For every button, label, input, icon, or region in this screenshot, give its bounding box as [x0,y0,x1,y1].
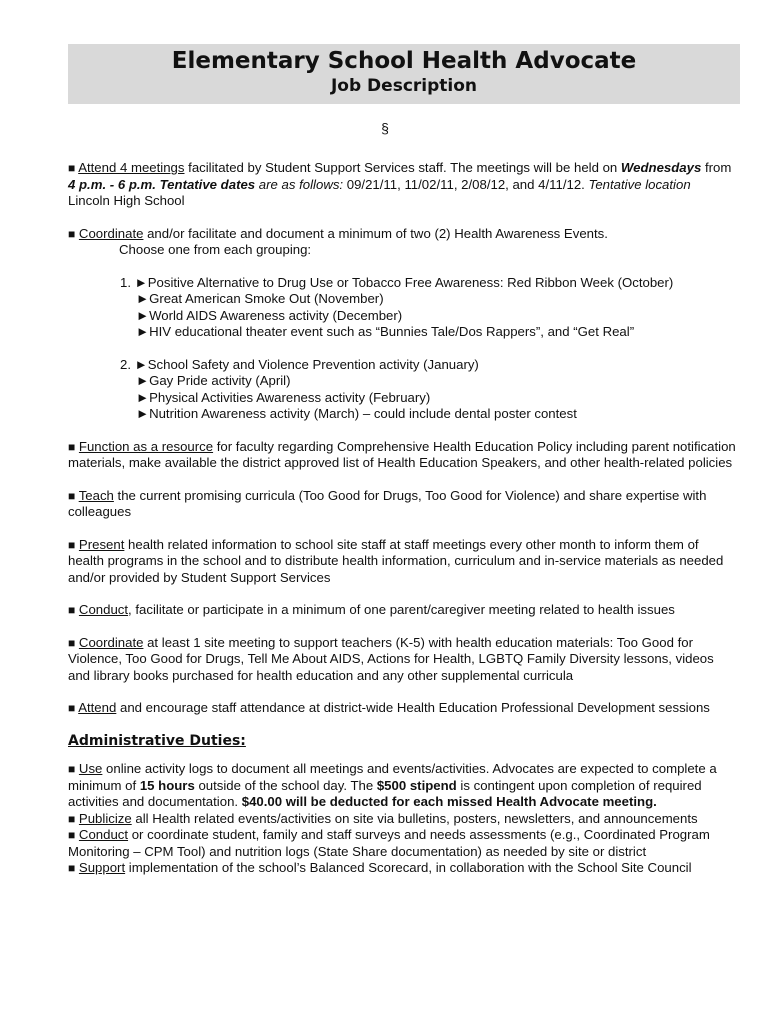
list-item: 2. ►School Safety and Violence Prevention activity (January) [120,356,479,372]
duty-verb: Teach [78,487,114,503]
bullet-square-icon: ■ [68,603,76,617]
bullet-square-icon: ■ [68,762,76,776]
list-item: ►Great American Smoke Out (November) [136,291,384,306]
list-item: ►Physical Activities Awareness activity (February) [136,389,431,405]
event-group-2 [68,357,736,423]
arrow-right-icon: ► [136,373,150,388]
duty-verb: Use [78,761,103,776]
duty-verb: Attend 4 meetings [78,160,185,175]
bullet-square-icon: ■ [68,226,76,241]
arrow-right-icon: ► [136,307,150,323]
bullet-square-icon: ■ [68,861,76,875]
duty-verb: Conduct [78,602,129,617]
duty-function-resource: ■ Function as a resource for faculty regarding Comprehensive Health Education Policy including parent notification materials, make available the district approved list of Health Education Speakers, and other health-related policies [68,438,736,470]
arrow-right-icon: ► [136,406,150,421]
duty-verb: Coordinate [78,225,144,241]
duty-teach: ■ Teach the current promising curricula (Too Good for Drugs, Too Good for Violence) and share expertise with colleagues [68,487,707,519]
duty-verb: Support [78,860,126,875]
bullet-square-icon: ■ [68,701,76,715]
duty-present: ■ Present health related information to school site staff at staff meetings every other month to inform them of health programs in the school and to distribute health information, curriculum and in-service materials as needed and/or provided by Student Support Services [68,536,724,585]
admin-publicize: ■ Publicize all Health related events/activities on site via bulletins, posters, newsletters, and announcements [68,810,698,826]
duty-verb: Attend [78,700,117,715]
admin-use-logs: ■ Use online activity logs to document all meetings and events/activities. Advocates are expected to complete a minimum of 15 hours outside of the school day. The $500 stipend is contingent upon completion of required activities and documentation. $40.00 will be deducted for each missed Health Advocate meeting. [68,761,717,809]
arrow-right-icon: ► [136,291,150,306]
duty-attend-meetings: ■ Attend 4 meetings facilitated by Student Support Services staff. The meetings will be held on Wednesdays from 4 p.m. - 6 p.m. Tentative dates are as follows: 09/21/11, 11/02/11, 2/08/12, and 4/11/12. Tentative location Lincoln High School [68,160,732,208]
duty-verb: Coordinate [78,634,144,650]
arrow-right-icon: ► [134,356,148,372]
duty-verb: Function as a resource [78,438,214,454]
bullet-square-icon: ■ [68,811,76,826]
duty-verb: Publicize [78,810,132,826]
document-title: Elementary School Health Advocate [171,48,637,74]
event-group-1 [68,275,736,341]
list-item: 1. ►Positive Alternative to Drug Use or Tobacco Free Awareness: Red Ribbon Week (October) [120,274,674,290]
duty-conduct-parent-meeting: ■ Conduct, facilitate or participate in a minimum of one parent/caregiver meeting related to health issues [68,602,675,617]
arrow-right-icon: ► [136,389,150,405]
document-body [68,160,736,877]
duty-coordinate-events: ■ Coordinate and/or facilitate and document a minimum of two (2) Health Awareness Events. [68,225,608,241]
bullet-square-icon: ■ [68,439,76,454]
bullet-square-icon: ■ [68,828,76,842]
bullet-square-icon: ■ [68,635,76,650]
list-item: ►World AIDS Awareness activity (December) [136,307,403,323]
document-header [68,44,740,104]
duty-attend-pd: ■ Attend and encourage staff attendance at district-wide Health Education Professional Development sessions [68,700,710,715]
duty-coordinate-site-meeting: ■ Coordinate at least 1 site meeting to support teachers (K-5) with health education materials: Too Good for Violence, Too Good for Drugs, Tell Me About AIDS, Actions for Health, LGBTQ Family Diversity lessons, videos and library books purchased for health education and any other supplemental curricula [68,634,714,683]
bullet-square-icon: ■ [68,161,76,175]
list-item: ►Gay Pride activity (April) [136,373,291,388]
choose-instruction: Choose one from each grouping: [119,242,312,257]
section-mark: § [381,120,389,136]
admin-support-scorecard: ■ Support implementation of the school’s Balanced Scorecard, in collaboration with the School Site Council [68,860,692,875]
bullet-square-icon: ■ [68,488,76,503]
bullet-square-icon: ■ [68,537,76,552]
document-subtitle: Job Description [330,76,478,96]
list-item: ►Nutrition Awareness activity (March) – could include dental poster contest [136,406,577,421]
arrow-right-icon: ► [136,324,150,339]
arrow-right-icon: ► [134,274,148,290]
duty-verb: Conduct [78,827,129,842]
admin-conduct-surveys: ■ Conduct or coordinate student, family and staff surveys and needs assessments (e.g., Coordinated Program Monitoring – CPM Tool) and nutrition logs (State Share documentation) as needed by site or district [68,827,710,859]
admin-duties-heading: Administrative Duties: [68,732,246,749]
duty-verb: Present [78,536,125,552]
list-item: ►HIV educational theater event such as “Bunnies Tale/Dos Rappers”, and “Get Real” [136,324,635,339]
